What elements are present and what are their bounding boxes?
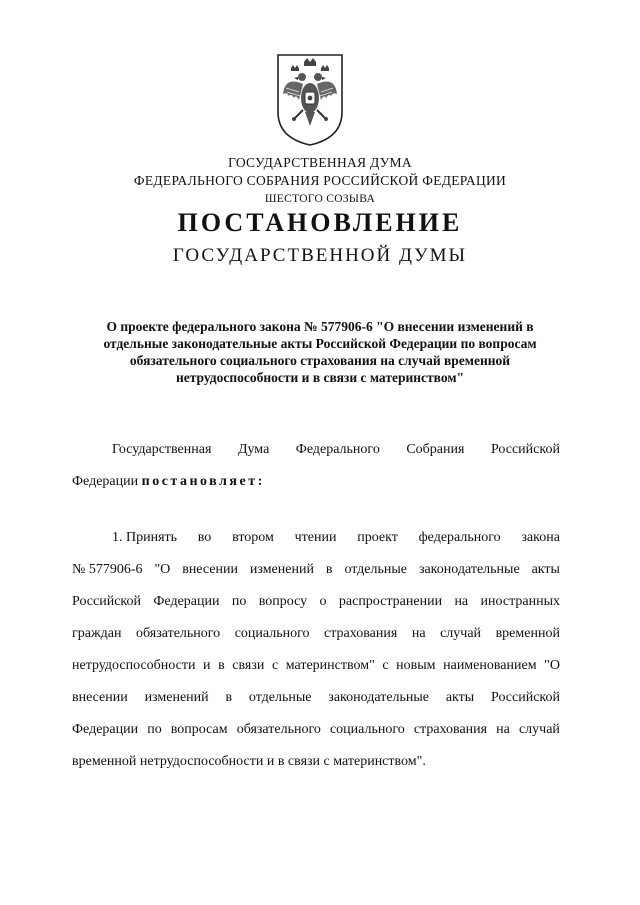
- document-title: ПОСТАНОВЛЕНИЕ: [177, 208, 463, 237]
- item-word: иностранных: [480, 594, 560, 609]
- header-line-assembly: ФЕДЕРАЛЬНОГО СОБРАНИЯ РОССИЙСКОЙ ФЕДЕРАЦИИ: [133, 173, 507, 188]
- item-line: [72, 714, 560, 746]
- item-word: с: [271, 658, 279, 673]
- item-word: внесении: [182, 562, 238, 577]
- preamble-word: Государственная: [112, 442, 212, 457]
- item-word: изменений: [249, 562, 314, 577]
- item-word: Федерации: [153, 594, 220, 609]
- item-word: по: [147, 722, 162, 737]
- item-word: акты: [531, 562, 560, 577]
- document-subtitle: ГОСУДАРСТВЕННОЙ ДУМЫ: [172, 245, 468, 266]
- item-word: Федерации: [72, 722, 139, 737]
- subject-line: обязательного социального страхования на случай временной: [129, 353, 511, 368]
- item-word: в: [225, 690, 233, 705]
- item-word: страхования: [324, 626, 398, 641]
- item-word: связи: [232, 658, 265, 673]
- item-word: вопросам: [170, 722, 228, 737]
- item-word: внесении: [72, 690, 128, 705]
- item-word: закона: [521, 530, 560, 545]
- subject-line: отдельные законодательные акты Российской Федерации по вопросам: [103, 336, 537, 351]
- item-word: социального: [234, 626, 310, 641]
- subject-line: О проекте федерального закона № 577906-6 "О внесении изменений в: [106, 319, 534, 334]
- item-word: и: [203, 658, 211, 673]
- preamble-paragraph: [72, 434, 560, 498]
- item-word: во: [197, 530, 212, 545]
- item-word: акты: [445, 690, 475, 705]
- item-1-paragraph: [72, 522, 560, 778]
- item-word: Российской: [72, 594, 141, 609]
- item-word: случай: [440, 626, 482, 641]
- issuing-body-header: [0, 154, 640, 208]
- item-word: по: [231, 594, 247, 609]
- item-word: "О: [154, 562, 171, 577]
- item-word: изменений: [144, 690, 209, 705]
- item-word: федерального: [418, 530, 501, 545]
- item-word: материнством": [285, 658, 375, 673]
- item-line: [72, 586, 560, 618]
- item-word: обязательного: [236, 722, 321, 737]
- preamble-word: Российской: [490, 442, 560, 457]
- preamble-word: Дума: [237, 442, 270, 457]
- item-word: проект: [357, 530, 398, 545]
- item-word: наименованием: [443, 658, 537, 673]
- item-word: "О: [544, 658, 560, 673]
- item-word: 1. Принять: [112, 530, 178, 545]
- item-word: законодательные: [418, 562, 520, 577]
- item-line: [72, 618, 560, 650]
- item-line: [72, 522, 560, 554]
- item-word: с: [382, 658, 389, 673]
- item-word: о: [319, 594, 327, 609]
- header-line-duma: ГОСУДАРСТВЕННАЯ ДУМА: [228, 155, 412, 170]
- resolution-subject: [70, 318, 570, 386]
- coat-of-arms-emblem-icon: [275, 52, 345, 148]
- item-word: отдельные: [344, 562, 408, 577]
- item-word: новым: [396, 658, 436, 673]
- preamble-line: [72, 466, 560, 498]
- item-word: социального: [329, 722, 405, 737]
- item-word: втором: [232, 530, 274, 545]
- item-word: страхования: [413, 722, 488, 737]
- item-line: [72, 682, 560, 714]
- header-line-convocation: ШЕСТОГО СОЗЫВА: [264, 193, 376, 205]
- subject-line: нетрудоспособности и в связи с материнством": [175, 370, 465, 385]
- decree-word: постановляет:: [141, 474, 265, 489]
- item-line: [72, 650, 560, 682]
- item-word: в: [325, 562, 333, 577]
- item-word: Российской: [491, 690, 560, 705]
- item-word: временной: [495, 626, 560, 641]
- preamble-line: [72, 434, 560, 466]
- preamble-word: Федерации: [72, 474, 139, 489]
- item-word: отдельные: [248, 690, 312, 705]
- item-line: [72, 554, 560, 586]
- item-word: обязательного: [136, 626, 221, 641]
- item-line-last: временной нетрудоспособности и в связи с материнством".: [72, 754, 426, 769]
- item-word: в: [218, 658, 225, 673]
- item-word: на: [454, 594, 469, 609]
- item-word: на: [411, 626, 426, 641]
- preamble-word: Собрания: [406, 442, 465, 457]
- item-word: чтении: [294, 530, 337, 545]
- item-word: вопросу: [258, 594, 308, 609]
- item-word: на: [496, 722, 510, 737]
- item-word: распространении: [338, 594, 443, 609]
- item-word: № 577906-6: [72, 562, 143, 577]
- item-word: нетрудоспособности: [72, 658, 196, 673]
- preamble-word: Федерального: [295, 442, 380, 457]
- item-word: законодательные: [328, 690, 430, 705]
- item-word: граждан: [72, 626, 122, 641]
- item-word: случай: [518, 722, 560, 737]
